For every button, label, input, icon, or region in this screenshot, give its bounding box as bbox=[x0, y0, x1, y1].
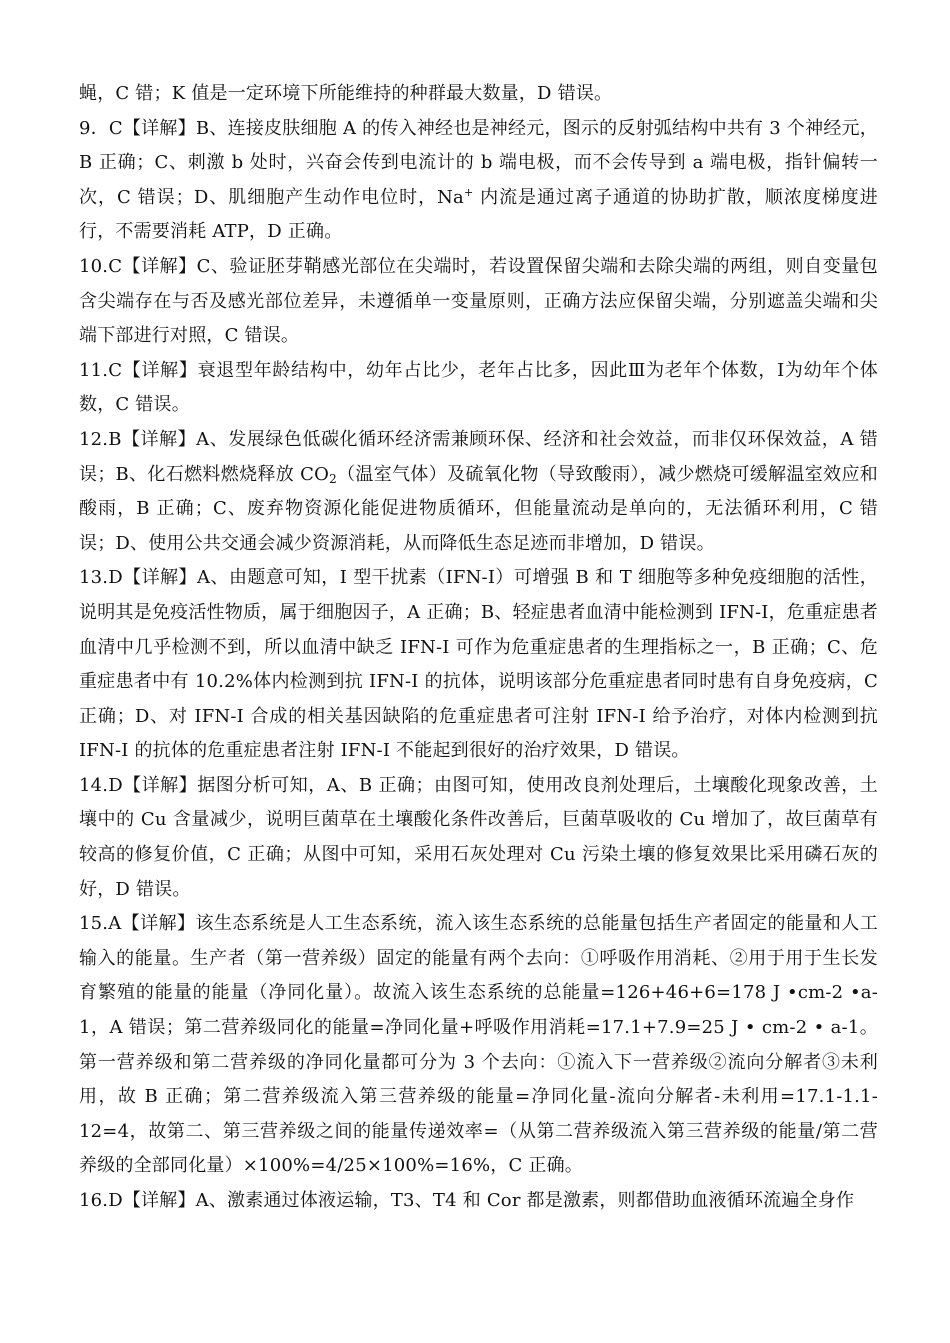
answer-9: 9．C【详解】B、连接皮肤细胞 A 的传入神经也是神经元，图示的反射弧结构中共有 3 个神经元，B 正确；C、刺激 b 处时，兴奋会传到电流计的 b 端电极，而不会传导到 a 端电极，指针偏转一次，C 错误；D、肌细胞产生动作电位时，Na+ 内流是通过离子通道的协助扩散，顺浓度梯度进行，不需要消耗 ATP，D 正确。 bbox=[79, 117, 878, 243]
answer-14: 14.D【详解】据图分析可知，A、B 正确；由图可知，使用改良剂处理后，土壤酸化现象改善，土壤中的 Cu 含量减少，说明巨菌草在土壤酸化条件改善后，巨菌草吸收的 Cu 增加了，故巨菌草有较高的修复价值，C 正确；从图中可知，采用石灰处理对 Cu 污染土壤的修复效果比采用磷石灰的好，D 错误。 bbox=[79, 774, 878, 900]
answer-15: 15.A【详解】该生态系统是人工生态系统，流入该生态系统的总能量包括生产者固定的能量和人工输入的能量。生产者（第一营养级）固定的能量有两个去向：①呼吸作用消耗、②用于用于生长发育繁殖的能量的能量（净同化量）。故流入该生态系统的总能量=126+46+6=178 J •cm-2 •a-1，A 错误；第二营养级同化的能量=净同化量+呼吸作用消耗=17.1+7.9=25 J • cm-2 • a-1。第一营养级和第二营养级的净同化量都可分为 3 个去向：①流入下一营养级②流向分解者③未利用，故 B 正确；第二营养级流入第三营养级的能量=净同化量-流向分解者-未利用=17.1-1.1-12=4，故第二、第三营养级之间的能量传递效率=（从第二营养级流入第三营养级的能量/第二营养级的全部同化量）×100%=4/25×100%=16%，C 正确。 bbox=[79, 913, 878, 1177]
answer-13: 13.D【详解】A、由题意可知，I 型干扰素（IFN-I）可增强 B 和 T 细胞等多种免疫细胞的活性，说明其是免疫活性物质，属于细胞因子，A 正确；B、轻症患者血清中能检测到 IFN-I，危重症患者血清中几乎检测不到，所以血清中缺乏 IFN-I 可作为危重症患者的生理指标之一，B 正确；C、危重症患者中有 10.2%体内检测到抗 IFN-I 的抗体，说明该部分危重症患者同时患有自身免疫病，C 正确；D、对 IFN-I 合成的相关基因缺陷的危重症患者可注射 IFN-I 给予治疗，对体内检测到抗 IFN-I 的抗体的危重症患者注射 IFN-I 不能起到很好的治疗效果，D 错误。 bbox=[79, 567, 878, 762]
answer-12: 12.B【详解】A、发展绿色低碳化循环经济需兼顾环保、经济和社会效益，而非仅环保效益，A 错误；B、化石燃料燃烧释放 $CO_2$（温室气体）及硫氧化物（导致酸雨），减少燃烧可缓解温室效应和酸雨，B 正确；C、废弃物资源化能促进物质循环，但能量流动是单向的，无法循环利用，C 错误；D、使用公共交通会减少资源消耗，从而降低生态足迹而非增加，D 错误。 bbox=[79, 428, 879, 554]
answer-8-continuation: 蝇，C 错；K 值是一定环境下所能维持的种群最大数量，D 错误。 bbox=[79, 83, 613, 104]
answer-10: 10.C【详解】C、验证胚芽鞘感光部位在尖端时，若设置保留尖端和去除尖端的两组，则自变量包含尖端存在与否及感光部位差异，未遵循单一变量原则，正确方法应保留尖端，分别遮盖尖端和尖端下部进行对照，C 错误。 bbox=[79, 255, 878, 347]
answer-16-start: 16.D【详解】A、激素通过体液运输，T3、T4 和 Cor 都是激素，则都借助血液循环流遍全身作 bbox=[79, 1190, 855, 1211]
answer-11: 11.C【详解】衰退型年龄结构中，幼年占比少，老年占比多，因此Ⅲ为老年个体数，Ⅰ为幼年个体数，C 错误。 bbox=[79, 359, 878, 416]
